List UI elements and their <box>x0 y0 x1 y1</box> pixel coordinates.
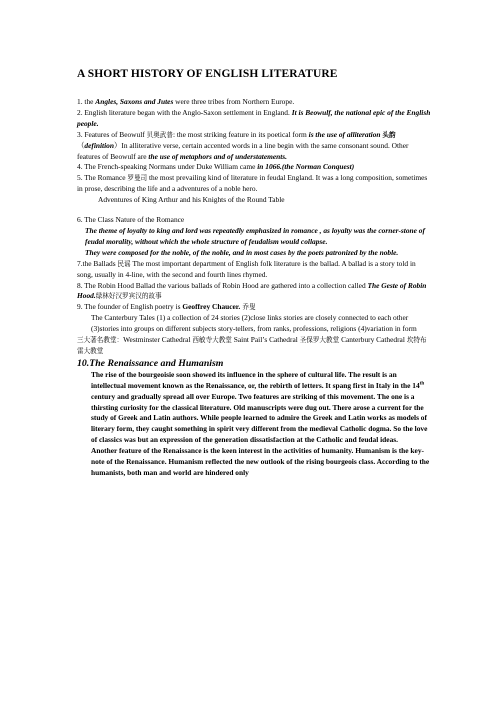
item-6: 6. The Class Nature of the Romance <box>77 215 185 225</box>
page-title: A SHORT HISTORY OF ENGLISH LITERATURE <box>77 68 338 80</box>
cathedrals: 三大著名教堂：Westminster Cathedral 西敏寺大教堂 Saint Pail’s Cathedral 圣保罗大教堂 Canterbury Cathedral 坎特布雷大教堂 <box>77 335 427 355</box>
canterbury-tales: The Canterbury Tales (1) a collection of 24 stories (2)close links stories are closely connected to each other (3)stories into groups on different subjects story-tellers, from ranks, professions, religions (4)variation in form <box>91 313 417 334</box>
item-7: 7.the Ballads 民谣 The most important department of English folk literature is the ballad. A ballad is a story told in song, usually in 4-line, with the second and fourth lines rhymed. <box>77 258 416 279</box>
item-9: 9. The founder of English poetry is Geoffrey Chaucer. 乔叟 <box>77 302 256 312</box>
item-3: 3. Features of Beowulf 贝奥武普: the most striking feature in its poetical form is the use of alliteration 头韵（definition）In alliterative verse, certain accented words in a line begin with the same consonant sound. Other features of Beowulf are the use of metaphors and of understatements. <box>77 129 409 161</box>
item-6-para-2: They were composed for the noble, of the noble, and in most cases by the poets patronized by the noble. <box>85 247 399 257</box>
item-6-para-1: The theme of loyalty to king and lord was repeatedly emphasized in romance , as loyalty was the corner-stone of feudal morality, without which the whole structure of feudalism would collapse. <box>85 225 425 246</box>
item-5: 5. The Romance 罗曼司 the most prevailing kind of literature in feudal England. It was a long composition, sometimes in prose, describing the life and a adventures of a noble hero. <box>77 173 428 194</box>
item-2: 2. English literature began with the Anglo-Saxon settlement in England. It is Beowulf, the national epic of the English people. <box>77 107 431 128</box>
section-10-heading: 10.The Renaissance and Humanism <box>77 357 224 369</box>
item-1: 1. the Angles, Saxons and Jutes were three tribes from Northern Europe. <box>77 97 295 106</box>
spacer <box>77 206 432 215</box>
document-body <box>77 97 432 479</box>
romance-example: Adventures of King Arthur and his Knights of the Round Table <box>98 195 285 205</box>
renaissance-para-2: Another feature of the Renaissance is the keen interest in the activities of humanity. Humanism is the key-note of the Renaissance. Humanism reflected the new outlook of the rising bourgeois class. According to the humanists, both man and world are hindered only <box>91 446 430 477</box>
item-8: 8. The Robin Hood Ballad the various ballads of Robin Hood are gathered into a collection called The Geste of Robin Hood.绿林好汉罗宾汉的故事 <box>77 280 427 301</box>
item-4: 4. The French-speaking Normans under Duke William came in 1066.(the Norman Conquest) <box>77 162 355 172</box>
renaissance-para-1: The rise of the bourgeoisie soon showed its influence in the sphere of cultural life. The result is an intellectual movement known as the Renaissance, or, the rebirth of letters. It spang first in Italy in the 14th century and gradually spread all over Europe. Two features are striking of this movement. The one is a thirsting curiosity for the classical literature. Old manuscripts were dug out. There arose a current for the study of Greek and Latin authors. While people learned to admire the Greek and Latin works as models of literary form, they caught something in spirit very different from the medieval Catholic dogma. So the love of classics was but an expression of the generation dissatisfaction at the Catholic and feudal ideas. <box>91 369 428 445</box>
